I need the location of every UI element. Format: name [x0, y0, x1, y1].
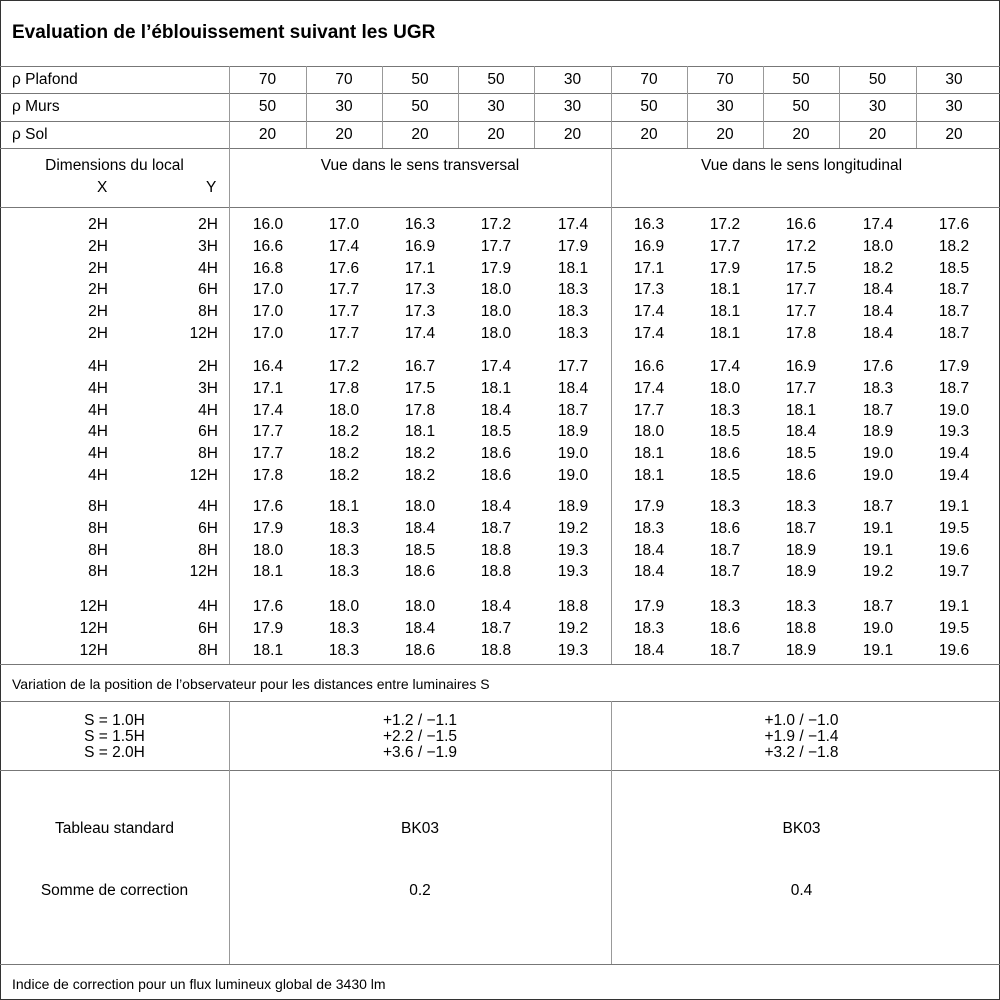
ugr-value: 18.1 [709, 325, 741, 342]
room-dimension-y: 6H [198, 619, 218, 637]
ugr-value: 19.2 [557, 619, 589, 637]
room-dimension-y: 2H [198, 216, 218, 233]
room-dimension-y: 3H [198, 379, 218, 397]
room-dimension-y: 6H [198, 423, 218, 441]
room-dimension-x: 12H [79, 641, 108, 659]
ugr-value: 18.0 [633, 423, 665, 441]
ugr-value: 17.2 [709, 216, 741, 233]
rule [0, 121, 1000, 122]
ugr-value: 18.8 [785, 619, 817, 637]
ugr-value: 18.1 [557, 259, 589, 277]
table-cell: 50 [411, 98, 429, 115]
ugr-value: 18.5 [404, 541, 436, 559]
ugr-value: 17.3 [404, 303, 436, 321]
ugr-value: 17.7 [633, 401, 665, 419]
room-dimension-x: 8H [88, 519, 108, 537]
ugr-value: 17.5 [785, 259, 817, 277]
ugr-value: 19.1 [938, 598, 970, 615]
ugr-value: 17.9 [252, 619, 284, 637]
table-cell: 70 [640, 71, 658, 88]
ugr-value: 18.4 [480, 598, 512, 615]
ugr-value: 16.4 [252, 358, 284, 375]
ugr-value: 19.3 [557, 541, 589, 559]
ugr-value: 17.8 [785, 325, 817, 342]
table-cell: 70 [258, 71, 277, 88]
ugr-value: 18.1 [709, 303, 741, 321]
ugr-value: 19.2 [557, 519, 589, 537]
ugr-value: 17.9 [480, 259, 512, 277]
ugr-value: 18.2 [404, 445, 436, 463]
ugr-value: 17.3 [633, 281, 665, 299]
ugr-value: 18.8 [480, 641, 512, 659]
ugr-value: 18.7 [785, 519, 817, 537]
ugr-value: 19.3 [938, 423, 970, 441]
room-dimension-y: 12H [189, 563, 218, 581]
table-cell: 30 [563, 98, 582, 115]
ugr-value: 18.1 [633, 445, 665, 463]
ugr-value: 16.3 [633, 216, 665, 233]
ugr-value: 17.1 [633, 259, 665, 277]
ugr-value: 17.1 [252, 379, 284, 397]
standard-label: Tableau standard [55, 820, 174, 837]
ugr-value: 16.9 [785, 358, 817, 375]
ugr-value: 17.7 [785, 281, 817, 299]
ugr-value: 18.0 [328, 598, 360, 615]
transversal-header: Vue dans le sens transversal [320, 157, 520, 174]
table-cell: 50 [792, 71, 810, 88]
ugr-value: 18.3 [862, 379, 894, 397]
ugr-value: 17.9 [557, 237, 589, 255]
ugr-value: 18.9 [785, 641, 817, 659]
room-dimension-y: 6H [198, 519, 218, 537]
room-dimension-y: 4H [198, 598, 218, 615]
ugr-value: 18.2 [328, 445, 360, 463]
room-dimension-x: 2H [88, 325, 108, 342]
reflectance-label: ρ Murs [12, 98, 60, 115]
ugr-value: 17.4 [709, 358, 741, 375]
room-dimension-y: 12H [189, 467, 218, 484]
ugr-value: 18.4 [633, 541, 665, 559]
ugr-value: 18.4 [480, 401, 512, 419]
ugr-value: 17.8 [252, 467, 284, 484]
room-dimension-y: 8H [198, 541, 218, 559]
ugr-value: 18.9 [785, 541, 817, 559]
ugr-value: 18.1 [328, 498, 360, 515]
ugr-value: 16.9 [633, 237, 665, 255]
ugr-value: 18.6 [785, 467, 817, 484]
y-header: Y [206, 179, 217, 196]
room-dimension-x: 2H [88, 303, 108, 321]
room-dimension-y: 8H [198, 445, 218, 463]
table-cell: 30 [868, 98, 887, 115]
ugr-value: 17.4 [480, 358, 512, 375]
ugr-value: 18.3 [709, 498, 741, 515]
ugr-value: 18.7 [938, 325, 970, 342]
ugr-value: 18.0 [252, 541, 284, 559]
ugr-value: 18.1 [252, 641, 284, 659]
ugr-value: 19.3 [557, 641, 589, 659]
ugr-value: 19.1 [862, 519, 894, 537]
ugr-value: 18.4 [862, 303, 894, 321]
ugr-value: 19.1 [862, 641, 894, 659]
ugr-value: 17.0 [252, 325, 284, 342]
ugr-value: 18.2 [328, 467, 360, 484]
ugr-value: 18.3 [709, 401, 741, 419]
ugr-value: 19.4 [938, 445, 970, 463]
ugr-value: 18.3 [633, 619, 665, 637]
ugr-value: 18.1 [480, 379, 512, 397]
ugr-value: 18.6 [480, 445, 512, 463]
rule [0, 770, 1000, 771]
reflectance-label: ρ Plafond [12, 71, 78, 88]
room-dimension-x: 2H [88, 259, 108, 277]
ugr-value: 17.9 [252, 519, 284, 537]
ugr-value: 18.7 [862, 598, 894, 615]
ugr-value: 18.0 [709, 379, 741, 397]
rule [611, 148, 612, 664]
ugr-value: 16.7 [404, 358, 436, 375]
room-dimension-x: 4H [88, 445, 108, 463]
ugr-value: 18.5 [709, 467, 741, 484]
ugr-value: 18.3 [709, 598, 741, 615]
variation-transversal: +1.2 / −1.1 [382, 712, 458, 729]
ugr-value: 17.7 [252, 423, 284, 441]
ugr-value: 18.6 [480, 467, 512, 484]
rule [0, 701, 1000, 702]
ugr-value: 18.0 [404, 598, 436, 615]
ugr-value: 18.5 [785, 445, 817, 463]
table-cell: 30 [563, 71, 582, 88]
table-cell: 50 [640, 98, 658, 115]
table-cell: 20 [258, 126, 277, 143]
ugr-value: 18.7 [557, 401, 589, 419]
variation-caption: Variation de la position de l’observateur pour les distances entre luminaires S [12, 676, 490, 692]
ugr-value: 18.3 [328, 541, 360, 559]
rule [0, 148, 1000, 149]
ugr-value: 17.6 [862, 358, 894, 375]
ugr-value: 17.8 [404, 401, 436, 419]
ugr-value: 18.1 [785, 401, 817, 419]
variation-longitudinal: +1.0 / −1.0 [764, 712, 839, 729]
ugr-value: 18.6 [404, 641, 436, 659]
ugr-value: 18.1 [709, 281, 741, 299]
ugr-value: 18.3 [328, 641, 360, 659]
ugr-value: 17.9 [938, 358, 970, 375]
ugr-value: 18.8 [480, 541, 512, 559]
ugr-value: 18.4 [557, 379, 589, 397]
room-dimension-x: 12H [79, 619, 108, 637]
ugr-value: 19.2 [862, 563, 894, 581]
spacing-label: S = 1.0H [84, 712, 145, 729]
ugr-value: 17.7 [557, 358, 589, 375]
ugr-value: 18.7 [938, 281, 970, 299]
ugr-value: 17.7 [328, 325, 360, 342]
ugr-value: 17.2 [328, 358, 360, 375]
room-dimension-y: 12H [189, 325, 218, 342]
ugr-value: 18.7 [862, 401, 894, 419]
ugr-value: 17.4 [252, 401, 284, 419]
room-dimension-x: 4H [88, 358, 108, 375]
ugr-value: 16.0 [252, 216, 284, 233]
ugr-value: 18.9 [862, 423, 894, 441]
ugr-value: 18.4 [785, 423, 817, 441]
ugr-value: 18.4 [633, 563, 665, 581]
ugr-value: 18.5 [480, 423, 512, 441]
ugr-value: 18.6 [709, 519, 741, 537]
ugr-value: 17.4 [633, 303, 665, 321]
table-cell: 20 [792, 126, 810, 143]
rule [0, 207, 1000, 208]
ugr-value: 18.7 [480, 519, 512, 537]
variation-longitudinal: +1.9 / −1.4 [764, 728, 839, 745]
ugr-value: 17.9 [633, 498, 665, 515]
ugr-value: 18.0 [862, 237, 894, 255]
ugr-value: 19.6 [938, 541, 970, 559]
table-cell: 50 [792, 98, 810, 115]
table-cell: 50 [411, 71, 429, 88]
ugr-value: 18.6 [709, 445, 741, 463]
standard-longitudinal: BK03 [782, 820, 821, 837]
room-dimension-x: 2H [88, 216, 108, 233]
ugr-value: 18.9 [785, 563, 817, 581]
ugr-value: 18.3 [557, 281, 589, 299]
table-cell: 70 [716, 71, 734, 88]
ugr-value: 18.0 [404, 498, 436, 515]
room-dimension-x: 2H [88, 237, 108, 255]
ugr-value: 18.3 [785, 498, 817, 515]
ugr-value: 17.6 [252, 598, 284, 615]
ugr-value: 18.3 [328, 619, 360, 637]
table-cell: 30 [945, 98, 963, 115]
ugr-value: 17.7 [328, 303, 360, 321]
table-cell: 20 [716, 126, 734, 143]
ugr-value: 17.9 [709, 259, 741, 277]
rule [0, 66, 1000, 67]
ugr-value: 16.3 [404, 216, 436, 233]
ugr-value: 18.2 [404, 467, 436, 484]
ugr-value: 19.0 [862, 445, 894, 463]
ugr-value: 19.1 [862, 541, 894, 559]
ugr-value: 19.0 [862, 619, 894, 637]
ugr-value: 19.1 [938, 498, 970, 515]
ugr-value: 18.3 [633, 519, 665, 537]
ugr-value: 19.5 [938, 619, 970, 637]
ugr-value: 17.4 [633, 325, 665, 342]
ugr-value: 16.6 [785, 216, 817, 233]
ugr-value: 18.2 [862, 259, 894, 277]
correction-longitudinal: 0.4 [790, 882, 813, 899]
room-dimension-y: 2H [198, 358, 218, 375]
ugr-value: 18.4 [404, 619, 436, 637]
ugr-value: 18.0 [480, 281, 512, 299]
ugr-value: 17.7 [252, 445, 284, 463]
ugr-value: 17.4 [633, 379, 665, 397]
ugr-value: 17.3 [404, 281, 436, 299]
ugr-value: 18.3 [557, 303, 589, 321]
table-cell: 30 [945, 71, 963, 88]
room-dimension-x: 4H [88, 423, 108, 441]
ugr-value: 19.0 [862, 467, 894, 484]
correction-label: Somme de correction [40, 882, 189, 899]
ugr-value: 17.7 [328, 281, 360, 299]
ugr-value: 17.4 [328, 237, 360, 255]
page-title: Evaluation de l’éblouissement suivant les UGR [12, 22, 436, 43]
room-dimension-x: 4H [88, 467, 108, 484]
ugr-value: 18.4 [404, 519, 436, 537]
spacing-label: S = 2.0H [84, 744, 145, 761]
rule [229, 148, 230, 664]
ugr-value: 18.3 [557, 325, 589, 342]
table-cell: 50 [868, 71, 887, 88]
ugr-value: 18.2 [938, 237, 970, 255]
room-dimension-y: 8H [198, 303, 218, 321]
standard-transversal: BK03 [401, 820, 439, 837]
ugr-value: 16.8 [252, 259, 284, 277]
ugr-value: 19.0 [557, 467, 589, 484]
ugr-value: 17.1 [404, 259, 436, 277]
room-dimension-y: 4H [198, 498, 218, 515]
ugr-value: 18.8 [557, 598, 589, 615]
ugr-value: 18.7 [862, 498, 894, 515]
variation-longitudinal: +3.2 / −1.8 [764, 744, 839, 761]
table-cell: 30 [335, 98, 353, 115]
ugr-value: 17.6 [328, 259, 360, 277]
ugr-value: 18.5 [938, 259, 970, 277]
table-cell: 20 [411, 126, 429, 143]
ugr-value: 18.7 [938, 379, 970, 397]
table-cell: 70 [335, 71, 353, 88]
footer-note: Indice de correction pour un flux lumineux global de 3430 lm [12, 976, 386, 992]
ugr-value: 18.4 [480, 498, 512, 515]
ugr-value: 19.0 [938, 401, 970, 419]
correction-transversal: 0.2 [409, 882, 431, 899]
ugr-value: 17.4 [404, 325, 436, 342]
ugr-value: 17.4 [862, 216, 894, 233]
ugr-value: 18.5 [709, 423, 741, 441]
ugr-value: 17.2 [785, 237, 817, 255]
x-header: X [97, 179, 108, 196]
rule [0, 93, 1000, 94]
ugr-value: 17.7 [709, 237, 741, 255]
table-cell: 20 [868, 126, 887, 143]
table-cell: 20 [487, 126, 505, 143]
ugr-value: 18.1 [252, 563, 284, 581]
ugr-value: 17.7 [785, 379, 817, 397]
room-dimension-y: 3H [198, 237, 218, 255]
ugr-value: 17.5 [404, 379, 436, 397]
ugr-value: 18.7 [480, 619, 512, 637]
room-dimension-x: 4H [88, 379, 108, 397]
ugr-value: 19.4 [938, 467, 970, 484]
ugr-value: 19.3 [557, 563, 589, 581]
ugr-value: 17.7 [785, 303, 817, 321]
ugr-value: 17.0 [252, 281, 284, 299]
ugr-value: 17.7 [480, 237, 512, 255]
ugr-value: 18.1 [633, 467, 665, 484]
room-dimension-y: 4H [198, 259, 218, 277]
ugr-value: 18.0 [328, 401, 360, 419]
table-cell: 30 [487, 98, 505, 115]
table-cell: 20 [945, 126, 963, 143]
room-dimension-y: 6H [198, 281, 218, 299]
spacing-label: S = 1.5H [84, 728, 145, 745]
table-cell: 50 [487, 71, 505, 88]
ugr-value: 18.4 [862, 325, 894, 342]
ugr-value: 18.7 [709, 563, 741, 581]
variation-transversal: +2.2 / −1.5 [382, 728, 458, 745]
ugr-value: 17.9 [633, 598, 665, 615]
dimensions-header: Dimensions du local [45, 157, 184, 174]
ugr-value: 18.7 [709, 641, 741, 659]
ugr-value: 16.9 [404, 237, 436, 255]
ugr-value: 18.9 [557, 498, 589, 515]
ugr-value: 18.6 [709, 619, 741, 637]
table-cell: 20 [563, 126, 582, 143]
ugr-value: 18.6 [404, 563, 436, 581]
ugr-value: 18.1 [404, 423, 436, 441]
variation-transversal: +3.6 / −1.9 [382, 744, 458, 761]
ugr-value: 19.0 [557, 445, 589, 463]
room-dimension-x: 8H [88, 498, 108, 515]
reflectance-label: ρ Sol [12, 126, 48, 143]
ugr-value: 18.9 [557, 423, 589, 441]
ugr-value: 19.6 [938, 641, 970, 659]
table-cell: 50 [258, 98, 277, 115]
ugr-value: 18.8 [480, 563, 512, 581]
ugr-value: 17.4 [557, 216, 589, 233]
ugr-value: 19.7 [938, 563, 970, 581]
ugr-value: 16.6 [252, 237, 284, 255]
table-cell: 30 [716, 98, 734, 115]
rule [0, 664, 1000, 665]
ugr-value: 17.8 [328, 379, 360, 397]
ugr-value: 19.5 [938, 519, 970, 537]
ugr-value: 17.0 [252, 303, 284, 321]
ugr-value: 18.3 [328, 563, 360, 581]
ugr-value: 18.4 [862, 281, 894, 299]
room-dimension-x: 4H [88, 401, 108, 419]
room-dimension-x: 12H [79, 598, 108, 615]
ugr-value: 18.3 [785, 598, 817, 615]
ugr-value: 18.7 [709, 541, 741, 559]
ugr-value: 18.2 [328, 423, 360, 441]
ugr-value: 17.0 [328, 216, 360, 233]
ugr-value: 17.6 [938, 216, 970, 233]
ugr-value: 18.0 [480, 303, 512, 321]
table-cell: 20 [640, 126, 658, 143]
rule [0, 964, 1000, 965]
longitudinal-header: Vue dans le sens longitudinal [700, 157, 903, 174]
room-dimension-x: 8H [88, 541, 108, 559]
ugr-value: 17.6 [252, 498, 284, 515]
ugr-value: 16.6 [633, 358, 665, 375]
room-dimension-x: 2H [88, 281, 108, 299]
room-dimension-x: 8H [88, 563, 108, 581]
room-dimension-y: 8H [198, 641, 218, 659]
ugr-value: 18.3 [328, 519, 360, 537]
ugr-value: 18.7 [938, 303, 970, 321]
room-dimension-y: 4H [198, 401, 218, 419]
ugr-value: 18.4 [633, 641, 665, 659]
ugr-value: 17.2 [480, 216, 512, 233]
table-cell: 20 [335, 126, 353, 143]
ugr-value: 18.0 [480, 325, 512, 342]
